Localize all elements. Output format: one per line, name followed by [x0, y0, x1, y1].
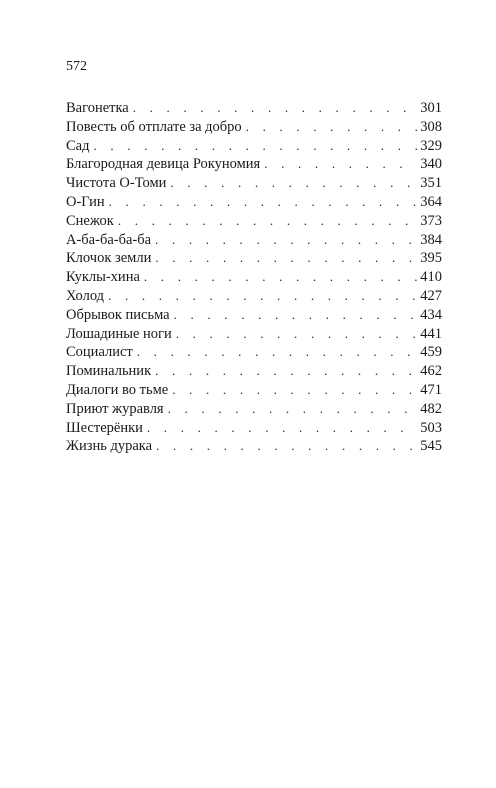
- toc-entry: [66, 437, 442, 456]
- dot-leader: [246, 118, 418, 137]
- dot-leader: [170, 174, 417, 193]
- dot-leader: [108, 287, 417, 306]
- dot-leader: [168, 400, 418, 419]
- toc-entry-page: 441: [420, 325, 442, 342]
- dot-leader: [264, 155, 417, 174]
- toc-entry: [66, 287, 442, 306]
- dot-leader: [176, 325, 418, 344]
- toc-entry-title: Диалоги во тьме: [66, 381, 169, 398]
- toc-entry-title: Вагонетка: [66, 100, 129, 116]
- dot-leader: [147, 419, 417, 438]
- toc-entry-title: Благородная девица Рокуномия: [66, 156, 261, 173]
- toc-entry-page: 384: [420, 231, 442, 248]
- toc-entry-title: Лошадиные ноги: [66, 325, 172, 342]
- toc-entry-title: Обрывок письма: [66, 306, 170, 323]
- toc-entry-page: 395: [420, 250, 442, 267]
- toc-entry-page: 434: [420, 306, 442, 323]
- toc-entry-page: 459: [420, 344, 442, 361]
- toc-entry: [66, 419, 442, 438]
- dot-leader: [144, 268, 417, 287]
- dot-leader: [137, 343, 417, 362]
- toc-entry: [66, 212, 442, 231]
- toc-entry-title: А-ба-ба-ба-ба: [66, 231, 152, 248]
- toc-entry: [66, 118, 442, 137]
- toc-entry-title: Куклы-хина: [66, 269, 140, 286]
- toc-entry: [66, 99, 442, 118]
- toc-entry-page: 482: [420, 400, 442, 417]
- toc-entry: [66, 343, 442, 362]
- toc-entry-page: 427: [420, 287, 442, 304]
- toc-entry: [66, 362, 442, 381]
- toc-entry-title: Повесть об отплате за добро: [66, 118, 242, 135]
- dot-leader: [156, 437, 417, 456]
- toc-entry: [66, 155, 442, 174]
- toc-entry-title: Чистота О-Томи: [66, 175, 167, 192]
- toc-entry-page: 410: [420, 269, 442, 286]
- dot-leader: [155, 231, 417, 250]
- toc-entry-page: 364: [420, 193, 442, 210]
- toc-entry: [66, 249, 442, 268]
- dot-leader: [174, 306, 418, 325]
- toc-entry: [66, 325, 442, 344]
- toc-entry-page: 340: [420, 156, 442, 173]
- toc-entry: [66, 400, 442, 419]
- dot-leader: [172, 381, 417, 400]
- toc-entry: [66, 381, 442, 400]
- toc-entry-page: 503: [420, 419, 442, 436]
- page-number: 572: [66, 59, 87, 74]
- toc-entry: [66, 306, 442, 325]
- dot-leader: [155, 362, 417, 381]
- toc-entry: [66, 193, 442, 212]
- toc-entry: [66, 137, 442, 156]
- toc-entry-title: Приют журавля: [66, 400, 164, 417]
- toc-entry-page: 545: [420, 438, 442, 455]
- toc-entry-title: Холод: [66, 287, 105, 304]
- toc-entry-title: Сад: [66, 137, 90, 154]
- toc-entry-title: О-Гин: [66, 193, 105, 210]
- toc-entry: [66, 174, 442, 193]
- dot-leader: [118, 212, 417, 231]
- toc-entry-page: 329: [420, 137, 442, 154]
- table-of-contents: [66, 99, 442, 456]
- toc-entry-page: 351: [420, 175, 442, 192]
- dot-leader: [94, 137, 418, 156]
- toc-entry: [66, 268, 442, 287]
- toc-entry: [66, 231, 442, 250]
- toc-entry-title: Снежок: [66, 212, 114, 229]
- dot-leader: [133, 99, 418, 118]
- toc-entry-title: Социалист: [66, 344, 133, 361]
- dot-leader: [109, 193, 418, 212]
- toc-entry-title: Поминальник: [66, 363, 152, 380]
- toc-entry-title: Жизнь дурака: [66, 438, 153, 455]
- toc-entry-page: 301: [420, 100, 442, 116]
- toc-entry-title: Шестерёнки: [66, 419, 143, 436]
- toc-entry-page: 308: [420, 118, 442, 135]
- toc-entry-page: 462: [420, 363, 442, 380]
- toc-entry-title: Клочок земли: [66, 250, 152, 267]
- toc-entry-page: 373: [420, 212, 442, 229]
- toc-entry-page: 471: [420, 381, 442, 398]
- dot-leader: [155, 249, 417, 268]
